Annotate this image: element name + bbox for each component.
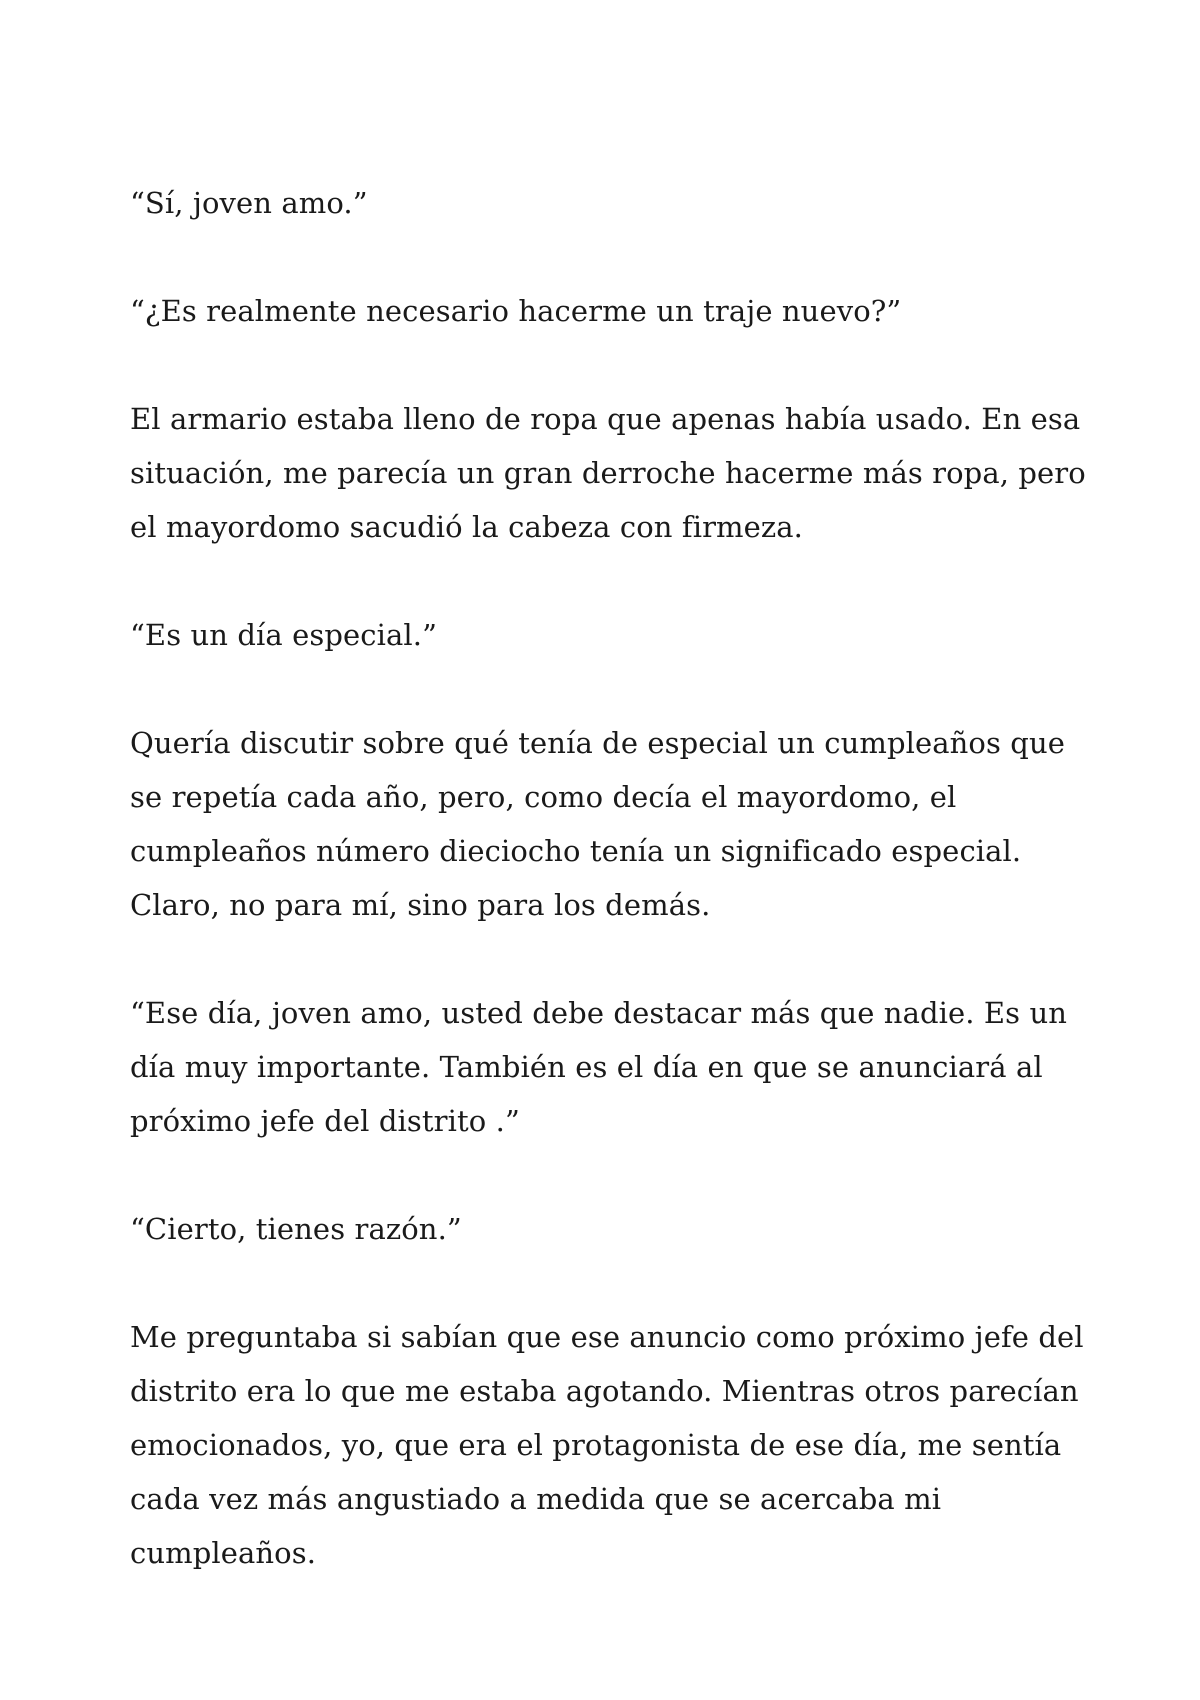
paragraph-3: El armario estaba lleno de ropa que apenas había usado. En esa situación, me parecía un gran derroche hacerme más ropa, pero el mayordomo sacudió la cabeza con firmeza. <box>130 402 1086 544</box>
paragraph-4: “Es un día especial.” <box>130 618 438 652</box>
body-text <box>130 176 1090 1634</box>
paragraph-8: Me preguntaba si sabían que ese anuncio como próximo jefe del distrito era lo que me estaba agotando. Mientras otros parecían emocionados, yo, que era el protagonista de ese día, me sentía cada vez más angustiado a medida que se acercaba mi cumpleaños. <box>130 1320 1084 1570</box>
paragraph-6: “Ese día, joven amo, usted debe destacar más que nadie. Es un día muy importante. También es el día en que se anunciará al próximo jefe del distrito .” <box>130 996 1068 1138</box>
paragraph-1: “Sí, joven amo.” <box>130 186 368 220</box>
paragraph-2: “¿Es realmente necesario hacerme un traje nuevo?” <box>130 294 902 328</box>
paragraph-7: “Cierto, tienes razón.” <box>130 1212 462 1246</box>
paragraph-5: Quería discutir sobre qué tenía de especial un cumpleaños que se repetía cada año, pero, como decía el mayordomo, el cumpleaños número dieciocho tenía un significado especial. Claro, no para mí, sino para los demás. <box>130 726 1065 922</box>
